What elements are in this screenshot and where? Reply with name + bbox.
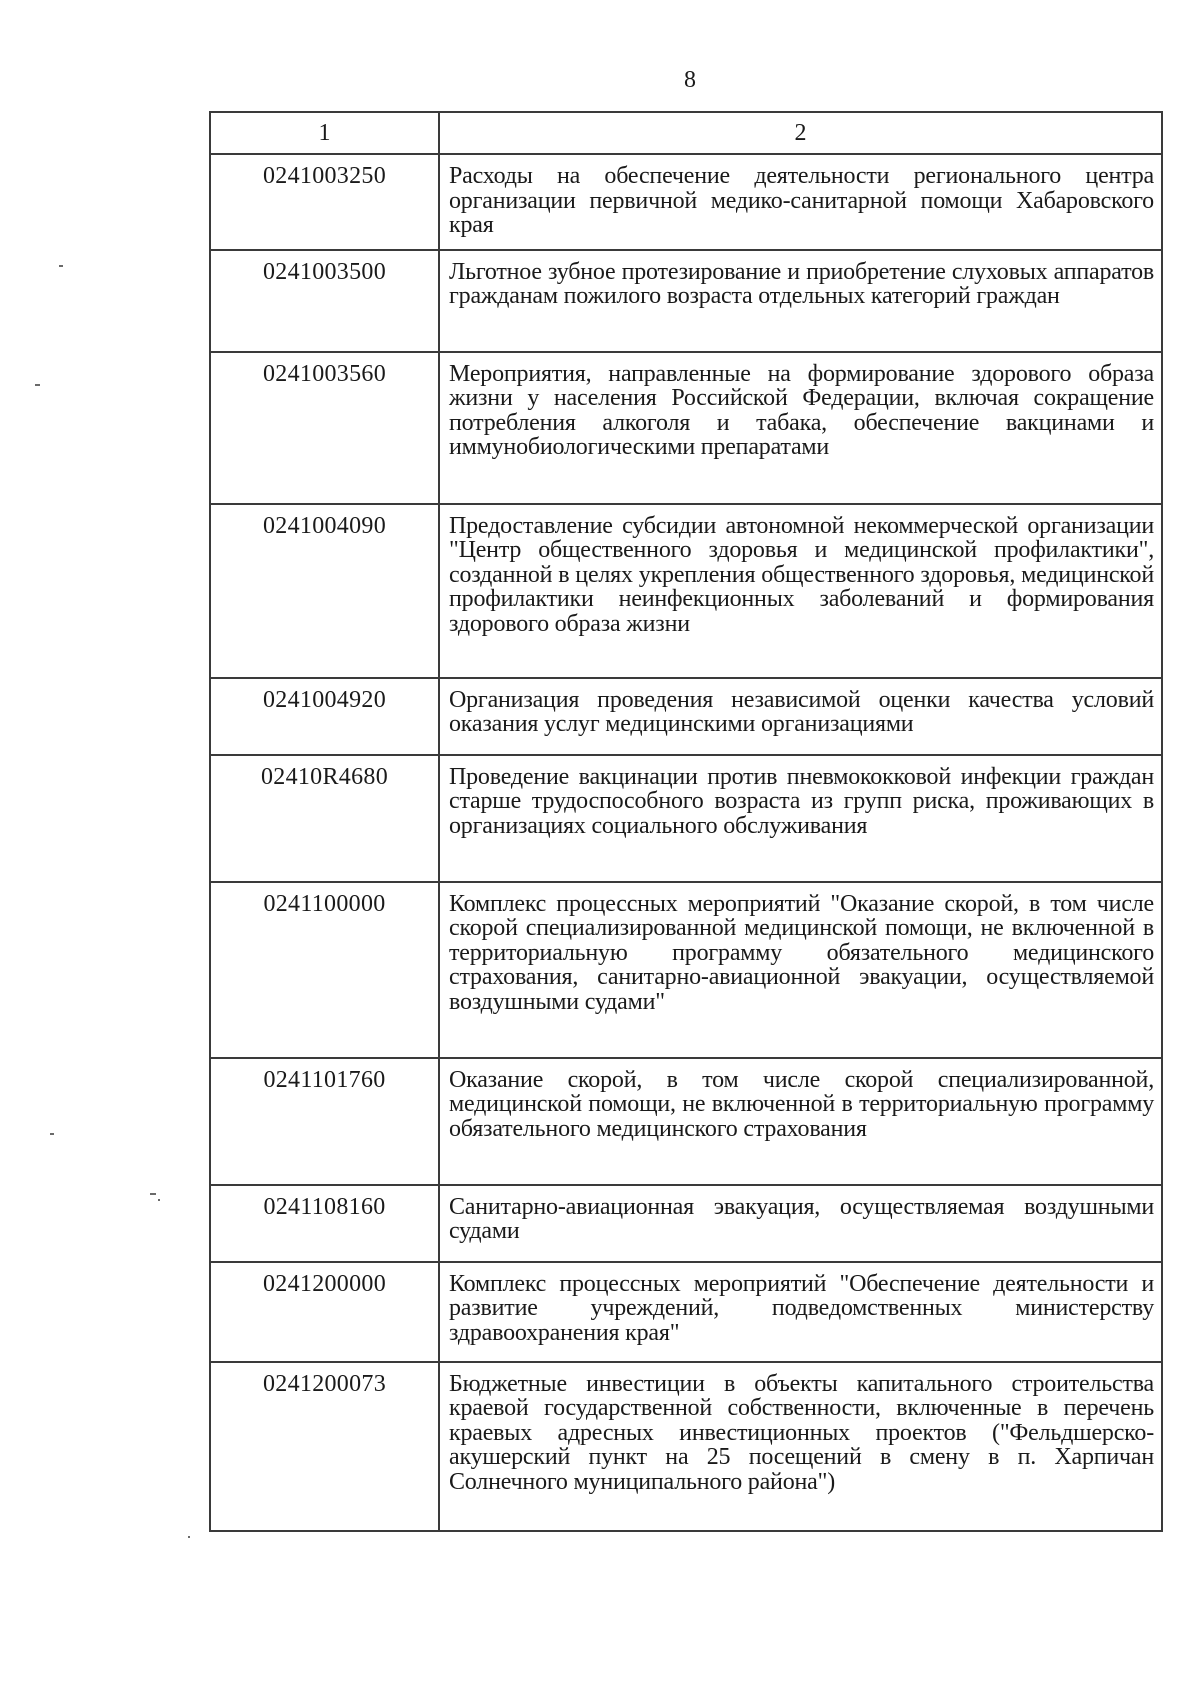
row-code: 0241004920 bbox=[210, 678, 439, 755]
row-code: 0241200073 bbox=[210, 1362, 439, 1531]
row-code: 0241003560 bbox=[210, 352, 439, 504]
table-row bbox=[210, 504, 1162, 678]
column-header-description: 2 bbox=[439, 112, 1162, 154]
column-header-code: 1 bbox=[210, 112, 439, 154]
row-description: Расходы на обеспечение деятельности регионального центра организации первичной медико-санитарной помощи Хабаровского края bbox=[439, 154, 1162, 250]
table-row bbox=[210, 1185, 1162, 1262]
row-description: Льготное зубное протезирование и приобретение слуховых аппаратов гражданам пожилого возраста отдельных категорий граждан bbox=[439, 250, 1162, 352]
page-number: 8 bbox=[684, 67, 696, 93]
table-row bbox=[210, 154, 1162, 250]
row-code: 0241200000 bbox=[210, 1262, 439, 1362]
row-description: Предоставление субсидии автономной некоммерческой организации "Центр общественного здоровья и медицинской профилактики", созданной в целях укрепления общественного здоровья, медицинской профилактики неинфекционных заболеваний и формирования здорового образа жизни bbox=[439, 504, 1162, 678]
scan-speck bbox=[35, 384, 40, 386]
row-code: 0241101760 bbox=[210, 1058, 439, 1185]
table-row bbox=[210, 1362, 1162, 1531]
row-description: Проведение вакцинации против пневмококковой инфекции граждан старше трудоспособного возраста из групп риска, проживающих в организациях социального обслуживания bbox=[439, 755, 1162, 882]
row-code: 0241100000 bbox=[210, 882, 439, 1058]
row-description: Бюджетные инвестиции в объекты капитального строительства краевой государственной собственности, включенные в перечень краевых адресных инвестиционных проектов ("Фельдшерско-акушерский пункт на 25 посещений в смену в п. Харпичан Солнечного муниципального района") bbox=[439, 1362, 1162, 1531]
row-code: 0241108160 bbox=[210, 1185, 439, 1262]
row-code: 0241003250 bbox=[210, 154, 439, 250]
scan-speck bbox=[158, 1199, 160, 1201]
table-row bbox=[210, 678, 1162, 755]
row-description: Санитарно-авиационная эвакуация, осуществляемая воздушными судами bbox=[439, 1185, 1162, 1262]
table-header-row bbox=[210, 112, 1162, 154]
scan-speck bbox=[50, 1133, 54, 1135]
budget-classification-table bbox=[209, 111, 1163, 1532]
scan-speck bbox=[59, 265, 63, 267]
row-description: Комплекс процессных мероприятий "Обеспечение деятельности и развитие учреждений, подведомственных министерству здравоохранения края" bbox=[439, 1262, 1162, 1362]
row-description: Мероприятия, направленные на формирование здорового образа жизни у населения Российской Федерации, включая сокращение потребления алкоголя и табака, обеспечение вакцинами и иммунобиологическими препаратами bbox=[439, 352, 1162, 504]
row-description: Комплекс процессных мероприятий "Оказание скорой, в том числе скорой специализированной медицинской помощи, не включенной в территориальную программу обязательного медицинского страхования, санитарно-авиационной эвакуации, осуществляемой воздушными судами" bbox=[439, 882, 1162, 1058]
table-row bbox=[210, 1058, 1162, 1185]
table-row bbox=[210, 755, 1162, 882]
table-row bbox=[210, 352, 1162, 504]
table-row bbox=[210, 1262, 1162, 1362]
table-row bbox=[210, 882, 1162, 1058]
scan-speck bbox=[188, 1536, 190, 1538]
row-code: 0241004090 bbox=[210, 504, 439, 678]
table-row bbox=[210, 250, 1162, 352]
row-description: Организация проведения независимой оценки качества условий оказания услуг медицинскими организациями bbox=[439, 678, 1162, 755]
row-code: 0241003500 bbox=[210, 250, 439, 352]
scan-speck bbox=[150, 1193, 156, 1195]
row-code: 02410R4680 bbox=[210, 755, 439, 882]
row-description: Оказание скорой, в том числе скорой специализированной, медицинской помощи, не включенной в территориальную программу обязательного медицинского страхования bbox=[439, 1058, 1162, 1185]
